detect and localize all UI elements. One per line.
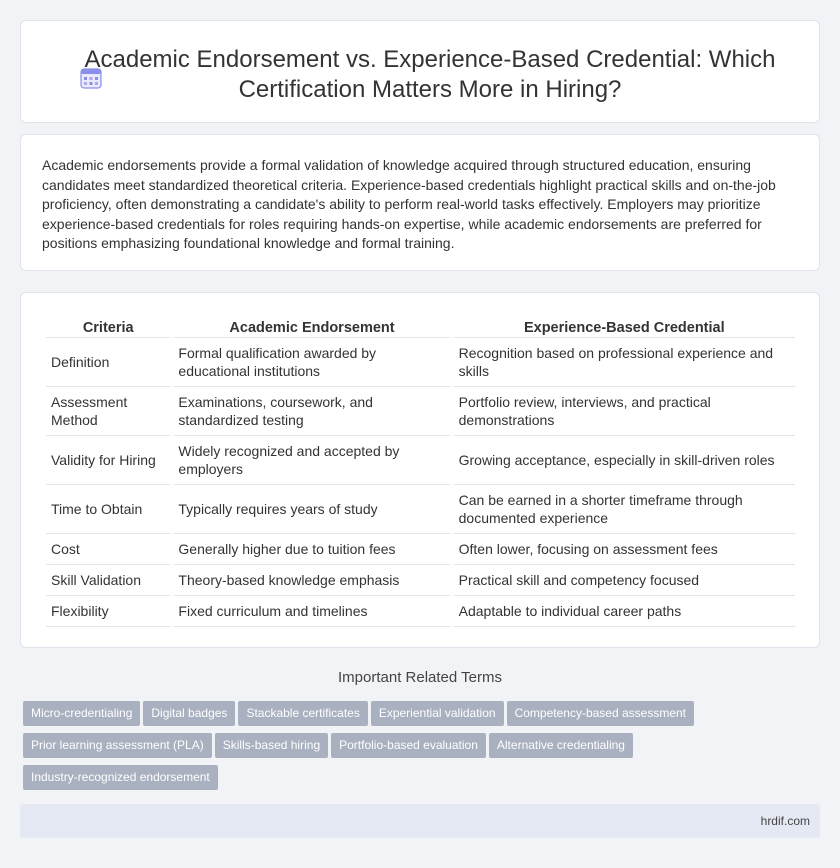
table-cell-criteria: Time to Obtain bbox=[46, 485, 170, 534]
table-cell-academic: Generally higher due to tuition fees bbox=[173, 534, 450, 565]
table-cell-experience: Can be earned in a shorter timeframe through documented experience bbox=[454, 485, 795, 534]
intro-paragraph: Academic endorsements provide a formal validation of knowledge acquired through structured education, ensuring candidates meet standardized theoretical criteria. Experience-based credentials highlight practical skills and on-the-job proficiency, often demonstrating a candidate's ability to perform real-world tasks effectively. Employers may prioritize experience-based credentials for roles requiring hands-on expertise, while academic endorsements are preferred for positions emphasizing foundational knowledge and formal training. bbox=[42, 157, 776, 251]
table-cell-academic: Fixed curriculum and timelines bbox=[173, 596, 450, 627]
related-terms-heading: Important Related Terms bbox=[338, 669, 502, 686]
column-header-academic: Academic Endorsement bbox=[173, 312, 450, 338]
term-tag[interactable]: Stackable certificates bbox=[238, 701, 367, 726]
term-tag[interactable]: Prior learning assessment (PLA) bbox=[23, 733, 212, 758]
table-cell-academic: Theory-based knowledge emphasis bbox=[173, 565, 450, 596]
table-cell-criteria: Definition bbox=[46, 338, 170, 387]
term-tag[interactable]: Portfolio-based evaluation bbox=[331, 733, 486, 758]
comparison-table bbox=[43, 312, 798, 627]
table-cell-criteria: Skill Validation bbox=[46, 565, 170, 596]
term-tag[interactable]: Micro-credentialing bbox=[23, 701, 140, 726]
table-cell-criteria: Cost bbox=[46, 534, 170, 565]
table-cell-experience: Often lower, focusing on assessment fees bbox=[454, 534, 795, 565]
table-row bbox=[46, 387, 795, 436]
table-cell-academic: Widely recognized and accepted by employers bbox=[173, 436, 450, 485]
table-cell-criteria: Assessment Method bbox=[46, 387, 170, 436]
term-tag[interactable]: Digital badges bbox=[143, 701, 235, 726]
table-cell-academic: Typically requires years of study bbox=[173, 485, 450, 534]
term-tag[interactable]: Industry-recognized endorsement bbox=[23, 765, 218, 790]
intro-card bbox=[20, 134, 820, 271]
column-header-experience: Experience-Based Credential bbox=[454, 312, 795, 338]
table-row bbox=[46, 534, 795, 565]
table-cell-experience: Portfolio review, interviews, and practical demonstrations bbox=[454, 387, 795, 436]
comparison-table-card bbox=[20, 292, 820, 648]
footer-site-link[interactable]: hrdif.com bbox=[760, 814, 810, 828]
term-tag[interactable]: Experiential validation bbox=[371, 701, 504, 726]
title-card bbox=[20, 20, 820, 123]
table-header-row bbox=[46, 312, 795, 338]
table-row bbox=[46, 338, 795, 387]
table-cell-experience: Growing acceptance, especially in skill-driven roles bbox=[454, 436, 795, 485]
table-row bbox=[46, 565, 795, 596]
term-tag[interactable]: Competency-based assessment bbox=[507, 701, 694, 726]
page-title: Academic Endorsement vs. Experience-Based Credential: Which Certification Matters More in Hiring? bbox=[84, 46, 776, 103]
table-cell-academic: Examinations, coursework, and standardized testing bbox=[173, 387, 450, 436]
table-cell-experience: Recognition based on professional experience and skills bbox=[454, 338, 795, 387]
table-cell-criteria: Flexibility bbox=[46, 596, 170, 627]
table-row bbox=[46, 596, 795, 627]
table-row bbox=[46, 436, 795, 485]
table-cell-experience: Practical skill and competency focused bbox=[454, 565, 795, 596]
term-tag[interactable]: Skills-based hiring bbox=[215, 733, 328, 758]
table-cell-criteria: Validity for Hiring bbox=[46, 436, 170, 485]
table-row bbox=[46, 485, 795, 534]
table-cell-academic: Formal qualification awarded by educational institutions bbox=[173, 338, 450, 387]
footer bbox=[20, 804, 820, 838]
column-header-criteria: Criteria bbox=[46, 312, 170, 338]
table-cell-experience: Adaptable to individual career paths bbox=[454, 596, 795, 627]
related-terms-tags bbox=[23, 701, 723, 797]
term-tag[interactable]: Alternative credentialing bbox=[489, 733, 633, 758]
